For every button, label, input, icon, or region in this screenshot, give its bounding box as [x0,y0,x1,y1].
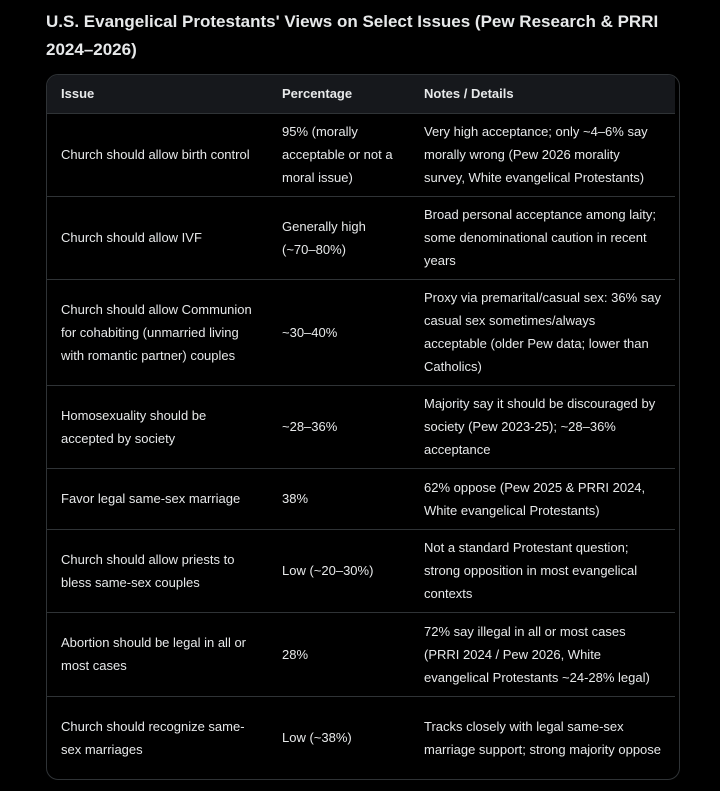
column-header-percentage: Percentage [282,86,353,102]
issue-cell: Church should allow IVF [47,196,268,279]
table-row [47,385,675,468]
table-row [47,468,675,529]
table-header-row [47,75,675,113]
data-table-container [46,74,680,780]
issue-cell: Abortion should be legal in all or most cases [47,612,268,696]
percentage-cell: ~30–40% [268,279,410,385]
table-row [47,113,675,196]
table-row [47,612,675,696]
table-row [47,529,675,612]
issue-cell: Favor legal same-sex marriage [47,468,268,529]
percentage-cell: Low (~20–30%) [268,529,410,612]
issues-table [47,75,675,779]
notes-cell: Not a standard Protestant question; strong opposition in most evangelical contexts [410,529,675,612]
notes-cell: Majority say it should be discouraged by society (Pew 2023-25); ~28–36% acceptance [410,385,675,468]
column-header-issue: Issue [61,86,95,102]
notes-cell: Very high acceptance; only ~4–6% say morally wrong (Pew 2026 morality survey, White evangelical Protestants) [410,113,675,196]
notes-cell: Broad personal acceptance among laity; some denominational caution in recent years [410,196,675,279]
issue-cell: Church should allow Communion for cohabiting (unmarried living with romantic partner) couples [47,279,268,385]
table-row [47,196,675,279]
issue-cell: Church should allow birth control [47,113,268,196]
percentage-cell: 38% [268,468,410,529]
page-title: U.S. Evangelical Protestants' Views on Select Issues (Pew Research & PRRI 2024–2026) [46,12,659,59]
notes-cell: Tracks closely with legal same-sex marriage support; strong majority oppose [410,696,675,779]
percentage-cell: Low (~38%) [268,696,410,779]
notes-cell: 72% say illegal in all or most cases (PRRI 2024 / Pew 2026, White evangelical Protestants ~24-28% legal) [410,612,675,696]
notes-cell: 62% oppose (Pew 2025 & PRRI 2024, White evangelical Protestants) [410,468,675,529]
table-row [47,279,675,385]
notes-cell: Proxy via premarital/casual sex: 36% say casual sex sometimes/always acceptable (older Pew data; lower than Catholics) [410,279,675,385]
issue-cell: Church should recognize same-sex marriages [47,696,268,779]
percentage-cell: 28% [268,612,410,696]
percentage-cell: Generally high (~70–80%) [268,196,410,279]
issue-cell: Church should allow priests to bless same-sex couples [47,529,268,612]
percentage-cell: 95% (morally acceptable or not a moral issue) [268,113,410,196]
percentage-cell: ~28–36% [268,385,410,468]
issue-cell: Homosexuality should be accepted by society [47,385,268,468]
column-header-notes: Notes / Details [424,86,514,102]
table-row [47,696,675,779]
